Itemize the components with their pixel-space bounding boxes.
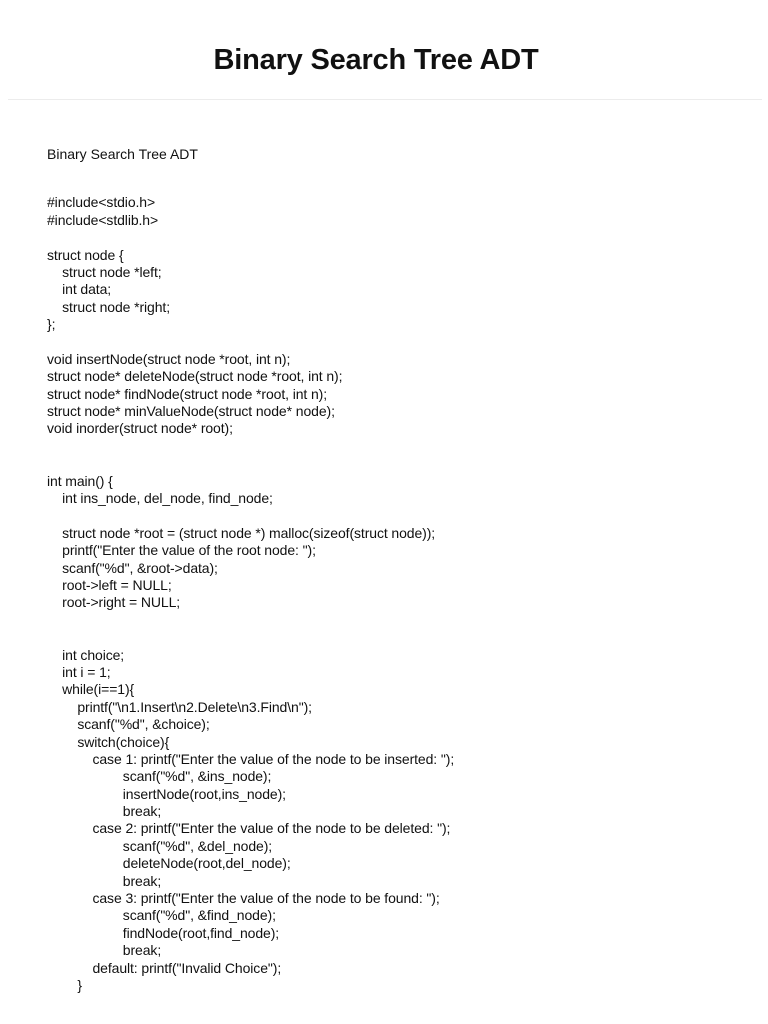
code-line: int main() {	[47, 472, 113, 489]
code-line: int i = 1;	[47, 663, 111, 680]
code-line: printf("\n1.Insert\n2.Delete\n3.Find\n");	[47, 698, 312, 715]
code-line: #include<stdio.h>	[47, 194, 156, 211]
code-line: struct node *right;	[47, 298, 170, 315]
code-line: insertNode(root,ins_node);	[47, 785, 286, 802]
code-line: int data;	[47, 281, 112, 298]
code-line: printf("Enter the value of the root node: ");	[47, 542, 316, 559]
page-header	[0, 0, 768, 100]
code-line	[47, 229, 747, 246]
code-line: struct node* findNode(struct node *root, int n);	[47, 385, 328, 402]
code-line: struct node* minValueNode(struct node* node);	[47, 403, 335, 420]
code-line	[47, 438, 747, 455]
code-line: root->right = NULL;	[47, 594, 181, 611]
code-line: struct node* deleteNode(struct node *root, int n);	[47, 368, 343, 385]
code-line: struct node {	[47, 246, 124, 263]
code-line: deleteNode(root,del_node);	[47, 855, 291, 872]
code-line: int ins_node, del_node, find_node;	[47, 490, 273, 507]
code-line	[47, 455, 747, 472]
code-line: struct node *left;	[47, 263, 162, 280]
code-line: while(i==1){	[47, 681, 135, 698]
page-title: Binary Search Tree ADT	[213, 44, 539, 76]
code-line: void inorder(struct node* root);	[47, 420, 233, 437]
code-line: break;	[47, 942, 162, 959]
code-line: default: printf("Invalid Choice");	[47, 959, 282, 976]
code-line: root->left = NULL;	[47, 576, 172, 593]
code-line: case 3: printf("Enter the value of the node to be found: ");	[47, 890, 440, 907]
code-line	[47, 334, 747, 351]
code-line: }	[47, 976, 82, 993]
code-line: scanf("%d", &del_node);	[47, 837, 273, 854]
code-line	[47, 612, 747, 629]
code-listing	[47, 194, 747, 994]
code-line	[47, 629, 747, 646]
code-line: scanf("%d", &choice);	[47, 716, 210, 733]
code-line: int choice;	[47, 646, 125, 663]
code-line: break;	[47, 803, 162, 820]
code-line: scanf("%d", &find_node);	[47, 907, 276, 924]
code-line: struct node *root = (struct node *) malloc(sizeof(struct node));	[47, 524, 436, 541]
code-line: switch(choice){	[47, 733, 170, 750]
code-line: findNode(root,find_node);	[47, 924, 280, 941]
code-line: scanf("%d", &root->data);	[47, 559, 218, 576]
document-heading: Binary Search Tree ADT	[47, 146, 198, 162]
code-line: break;	[47, 872, 162, 889]
code-line: case 2: printf("Enter the value of the node to be deleted: ");	[47, 820, 451, 837]
code-line: case 1: printf("Enter the value of the node to be inserted: ");	[47, 750, 455, 767]
code-line: };	[47, 316, 56, 333]
header-divider	[8, 99, 762, 100]
code-line	[47, 507, 747, 524]
document-body	[47, 146, 747, 994]
code-line: void insertNode(struct node *root, int n);	[47, 350, 291, 367]
code-line: #include<stdlib.h>	[47, 211, 159, 228]
code-line: scanf("%d", &ins_node);	[47, 768, 272, 785]
